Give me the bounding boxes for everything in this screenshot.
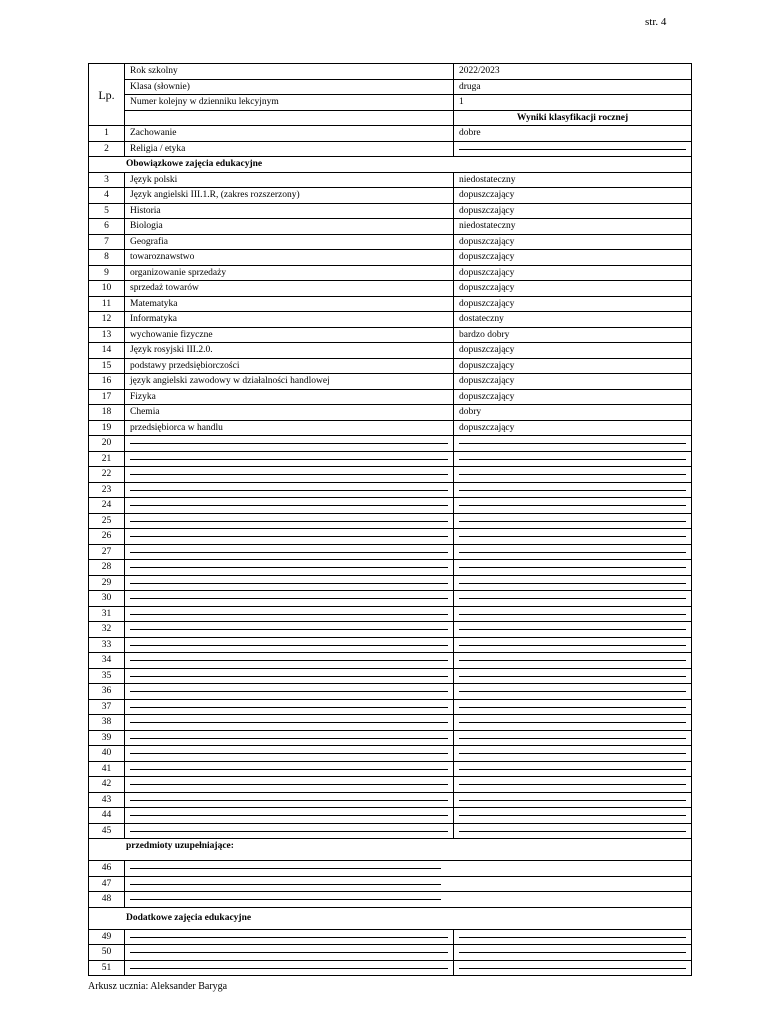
blank-cell	[125, 684, 454, 700]
subject-grade: niedostateczny	[454, 172, 692, 188]
empty-row	[89, 777, 692, 793]
blank-cell	[125, 560, 454, 576]
blank-line	[459, 505, 686, 506]
blank-line	[459, 937, 686, 938]
blank-cell	[125, 699, 454, 715]
blank-line	[130, 614, 448, 615]
subject-grade: dopuszczający	[454, 358, 692, 374]
blank-line	[459, 583, 686, 584]
blank-line	[459, 784, 686, 785]
blank-cell	[125, 622, 454, 638]
row-number: 23	[89, 482, 125, 498]
subject-grade: niedostateczny	[454, 219, 692, 235]
row-number: 20	[89, 436, 125, 452]
blank-line	[130, 645, 448, 646]
row-number: 22	[89, 467, 125, 483]
blank-line	[459, 645, 686, 646]
blank-cell	[454, 513, 692, 529]
blank-line	[459, 676, 686, 677]
subject-name: Geografia	[125, 234, 454, 250]
blank-line	[459, 536, 686, 537]
blank-cell	[454, 823, 692, 839]
empty-row	[89, 684, 692, 700]
subject-row	[89, 358, 692, 374]
page-number: str. 4	[645, 16, 667, 28]
blank-line	[459, 490, 686, 491]
row-number: 11	[89, 296, 125, 312]
class-label: Klasa (słownie)	[125, 79, 454, 95]
blank-line	[130, 899, 441, 900]
row-number: 6	[89, 219, 125, 235]
subject-name: organizowanie sprzedaży	[125, 265, 454, 281]
subject-name: sprzedaż towarów	[125, 281, 454, 297]
row-number: 4	[89, 188, 125, 204]
journal-number-value: 1	[454, 95, 692, 111]
row-number: 24	[89, 498, 125, 514]
subject-row	[89, 389, 692, 405]
row-number: 7	[89, 234, 125, 250]
empty-row	[89, 560, 692, 576]
blank-cell	[125, 861, 692, 877]
blank-line	[130, 660, 448, 661]
blank-cell	[125, 668, 454, 684]
row-number: 9	[89, 265, 125, 281]
blank-line	[459, 443, 686, 444]
row-number: 5	[89, 203, 125, 219]
blank-line	[130, 629, 448, 630]
blank-line	[130, 815, 448, 816]
blank-line	[130, 474, 448, 475]
blank-cell	[125, 467, 454, 483]
blank-cell	[125, 498, 454, 514]
blank-cell	[454, 606, 692, 622]
subject-name: przedsiębiorca w handlu	[125, 420, 454, 436]
blank-cell	[125, 606, 454, 622]
section-row	[89, 839, 692, 861]
table-row	[89, 126, 692, 142]
blank-cell	[125, 544, 454, 560]
blank-cell	[454, 575, 692, 591]
blank-line	[130, 831, 448, 832]
section-row	[89, 157, 692, 173]
blank-cell	[125, 529, 454, 545]
empty-row	[89, 876, 692, 892]
grades-table	[88, 63, 692, 976]
row-number: 40	[89, 746, 125, 762]
blank-line	[130, 521, 448, 522]
blank-line	[130, 952, 448, 953]
blank-cell	[125, 761, 454, 777]
table-header-row	[89, 79, 692, 95]
subject-grade: dobry	[454, 405, 692, 421]
table-header-row	[89, 110, 692, 126]
results-header: Wyniki klasyfikacji rocznej	[454, 110, 692, 126]
religion-label: Religia / etyka	[125, 141, 454, 157]
subject-name: wychowanie fizyczne	[125, 327, 454, 343]
table-row	[89, 141, 692, 157]
blank-cell	[454, 591, 692, 607]
blank-line	[459, 567, 686, 568]
subject-grade: dostateczny	[454, 312, 692, 328]
row-number: 48	[89, 892, 125, 908]
row-number: 30	[89, 591, 125, 607]
blank-cell	[454, 792, 692, 808]
subject-row	[89, 234, 692, 250]
blank-cell	[125, 808, 454, 824]
blank-line	[130, 552, 448, 553]
blank-cell	[125, 637, 454, 653]
row-number: 13	[89, 327, 125, 343]
blank-cell	[454, 761, 692, 777]
blank-line	[130, 868, 441, 869]
supplementary-section-title: przedmioty uzupełniające:	[89, 839, 692, 861]
blank-cell	[454, 637, 692, 653]
blank-line	[459, 815, 686, 816]
row-number: 39	[89, 730, 125, 746]
row-number: 8	[89, 250, 125, 266]
blank-line	[459, 722, 686, 723]
blank-line	[130, 505, 448, 506]
subject-grade: dopuszczający	[454, 188, 692, 204]
empty-row	[89, 792, 692, 808]
empty-row	[89, 761, 692, 777]
blank-cell	[454, 622, 692, 638]
blank-cell	[125, 929, 454, 945]
empty-row	[89, 606, 692, 622]
row-number: 34	[89, 653, 125, 669]
header-blank-cell	[125, 110, 454, 126]
row-number: 28	[89, 560, 125, 576]
blank-line	[459, 474, 686, 475]
row-number: 29	[89, 575, 125, 591]
subject-grade: dopuszczający	[454, 265, 692, 281]
blank-cell	[125, 653, 454, 669]
blank-cell	[454, 529, 692, 545]
class-value: druga	[454, 79, 692, 95]
empty-row	[89, 699, 692, 715]
empty-row	[89, 653, 692, 669]
blank-line	[130, 490, 448, 491]
row-number: 36	[89, 684, 125, 700]
subject-name: Informatyka	[125, 312, 454, 328]
subject-row	[89, 172, 692, 188]
subject-grade: dopuszczający	[454, 250, 692, 266]
subject-name: Fizyka	[125, 389, 454, 405]
row-number: 16	[89, 374, 125, 390]
subject-row	[89, 281, 692, 297]
additional-section-title: Dodatkowe zajęcia edukacyjne	[89, 907, 692, 929]
empty-row	[89, 668, 692, 684]
subject-row	[89, 296, 692, 312]
subject-grade: bardzo dobry	[454, 327, 692, 343]
conduct-label: Zachowanie	[125, 126, 454, 142]
subject-grade: dopuszczający	[454, 420, 692, 436]
row-number: 3	[89, 172, 125, 188]
section-row	[89, 907, 692, 929]
row-number: 27	[89, 544, 125, 560]
blank-cell	[125, 591, 454, 607]
subject-name: Matematyka	[125, 296, 454, 312]
row-number: 10	[89, 281, 125, 297]
empty-row	[89, 730, 692, 746]
empty-row	[89, 436, 692, 452]
subject-name: Biologia	[125, 219, 454, 235]
empty-row	[89, 575, 692, 591]
row-number: 32	[89, 622, 125, 638]
school-year-value: 2022/2023	[454, 64, 692, 80]
blank-line	[130, 769, 448, 770]
blank-line	[459, 459, 686, 460]
blank-line	[130, 707, 448, 708]
blank-line	[130, 722, 448, 723]
blank-cell	[454, 945, 692, 961]
blank-cell	[454, 467, 692, 483]
subject-name: język angielski zawodowy w działalności handlowej	[125, 374, 454, 390]
subject-grade: dopuszczający	[454, 234, 692, 250]
empty-row	[89, 960, 692, 976]
blank-cell	[125, 777, 454, 793]
row-number: 15	[89, 358, 125, 374]
subject-row	[89, 219, 692, 235]
blank-cell	[125, 746, 454, 762]
blank-cell	[454, 482, 692, 498]
table-header-row	[89, 95, 692, 111]
blank-cell	[454, 544, 692, 560]
table-header-row	[89, 64, 692, 80]
subject-row	[89, 188, 692, 204]
empty-row	[89, 945, 692, 961]
blank-line	[459, 800, 686, 801]
blank-cell	[454, 746, 692, 762]
blank-line	[130, 567, 448, 568]
subject-grade: dopuszczający	[454, 374, 692, 390]
blank-line	[459, 552, 686, 553]
blank-cell	[454, 777, 692, 793]
empty-row	[89, 929, 692, 945]
row-number: 18	[89, 405, 125, 421]
empty-row	[89, 622, 692, 638]
subject-name: Historia	[125, 203, 454, 219]
row-number: 33	[89, 637, 125, 653]
blank-line	[130, 536, 448, 537]
blank-line	[130, 691, 448, 692]
blank-cell	[454, 929, 692, 945]
empty-row	[89, 451, 692, 467]
row-number: 35	[89, 668, 125, 684]
blank-line	[130, 598, 448, 599]
empty-row	[89, 892, 692, 908]
blank-cell	[125, 575, 454, 591]
empty-row	[89, 715, 692, 731]
row-number: 12	[89, 312, 125, 328]
blank-line	[459, 149, 686, 150]
row-number: 43	[89, 792, 125, 808]
subject-row	[89, 203, 692, 219]
blank-line	[459, 598, 686, 599]
blank-cell	[454, 436, 692, 452]
row-number: 25	[89, 513, 125, 529]
mandatory-section-title: Obowiązkowe zajęcia edukacyjne	[89, 157, 692, 173]
subject-grade: dopuszczający	[454, 203, 692, 219]
row-number: 51	[89, 960, 125, 976]
blank-cell	[454, 560, 692, 576]
row-number: 47	[89, 876, 125, 892]
row-number: 19	[89, 420, 125, 436]
blank-cell	[125, 436, 454, 452]
blank-cell	[125, 482, 454, 498]
subject-name: Chemia	[125, 405, 454, 421]
row-number: 31	[89, 606, 125, 622]
blank-line	[459, 691, 686, 692]
row-number: 14	[89, 343, 125, 359]
empty-row	[89, 746, 692, 762]
row-number: 38	[89, 715, 125, 731]
blank-line	[130, 583, 448, 584]
empty-row	[89, 513, 692, 529]
blank-cell	[454, 451, 692, 467]
blank-cell	[125, 715, 454, 731]
subject-grade: dopuszczający	[454, 343, 692, 359]
subject-name: podstawy przedsiębiorczości	[125, 358, 454, 374]
row-number: 26	[89, 529, 125, 545]
blank-cell	[454, 684, 692, 700]
blank-line	[459, 769, 686, 770]
row-number: 42	[89, 777, 125, 793]
row-number: 21	[89, 451, 125, 467]
blank-line	[130, 884, 441, 885]
empty-row	[89, 544, 692, 560]
row-number: 45	[89, 823, 125, 839]
religion-grade-blank	[454, 141, 692, 157]
subject-row	[89, 420, 692, 436]
subject-row	[89, 374, 692, 390]
blank-cell	[454, 653, 692, 669]
blank-line	[459, 738, 686, 739]
row-number: 44	[89, 808, 125, 824]
blank-cell	[454, 808, 692, 824]
blank-line	[130, 676, 448, 677]
blank-cell	[125, 892, 692, 908]
row-number: 49	[89, 929, 125, 945]
subject-row	[89, 250, 692, 266]
blank-line	[130, 753, 448, 754]
empty-row	[89, 529, 692, 545]
blank-line	[459, 707, 686, 708]
blank-cell	[454, 730, 692, 746]
blank-line	[459, 952, 686, 953]
empty-row	[89, 591, 692, 607]
blank-cell	[125, 451, 454, 467]
row-number: 50	[89, 945, 125, 961]
blank-cell	[454, 699, 692, 715]
blank-line	[130, 800, 448, 801]
row-number: 1	[89, 126, 125, 142]
row-number: 41	[89, 761, 125, 777]
blank-cell	[125, 730, 454, 746]
empty-row	[89, 637, 692, 653]
blank-line	[459, 614, 686, 615]
blank-line	[130, 784, 448, 785]
blank-line	[130, 968, 448, 969]
blank-line	[459, 629, 686, 630]
subject-row	[89, 312, 692, 328]
row-number: 17	[89, 389, 125, 405]
footer-student-name: Arkusz ucznia: Aleksander Baryga	[88, 981, 228, 992]
empty-row	[89, 861, 692, 877]
subject-name: Język polski	[125, 172, 454, 188]
subject-row	[89, 265, 692, 281]
blank-cell	[125, 792, 454, 808]
subject-name: Język angielski III.1.R, (zakres rozszerzony)	[125, 188, 454, 204]
row-number: 46	[89, 861, 125, 877]
blank-line	[130, 459, 448, 460]
row-number: 2	[89, 141, 125, 157]
subject-row	[89, 343, 692, 359]
blank-line	[459, 660, 686, 661]
blank-cell	[454, 960, 692, 976]
subject-name: towaroznawstwo	[125, 250, 454, 266]
empty-row	[89, 467, 692, 483]
blank-cell	[454, 715, 692, 731]
blank-line	[459, 521, 686, 522]
blank-line	[459, 831, 686, 832]
subject-name: Język rosyjski III.2.0.	[125, 343, 454, 359]
empty-row	[89, 498, 692, 514]
blank-line	[130, 443, 448, 444]
school-year-label: Rok szkolny	[125, 64, 454, 80]
subject-grade: dopuszczający	[454, 296, 692, 312]
blank-cell	[454, 668, 692, 684]
subject-grade: dopuszczający	[454, 389, 692, 405]
lp-header: Lp.	[89, 64, 125, 126]
blank-line	[459, 753, 686, 754]
blank-cell	[125, 945, 454, 961]
empty-row	[89, 823, 692, 839]
blank-cell	[125, 823, 454, 839]
blank-cell	[125, 876, 692, 892]
empty-row	[89, 482, 692, 498]
blank-line	[130, 738, 448, 739]
blank-cell	[454, 498, 692, 514]
subject-row	[89, 327, 692, 343]
blank-cell	[125, 513, 454, 529]
subject-row	[89, 405, 692, 421]
journal-number-label: Numer kolejny w dzienniku lekcyjnym	[125, 95, 454, 111]
subject-grade: dopuszczający	[454, 281, 692, 297]
blank-line	[130, 937, 448, 938]
blank-cell	[125, 960, 454, 976]
row-number: 37	[89, 699, 125, 715]
conduct-grade: dobre	[454, 126, 692, 142]
blank-line	[459, 968, 686, 969]
empty-row	[89, 808, 692, 824]
